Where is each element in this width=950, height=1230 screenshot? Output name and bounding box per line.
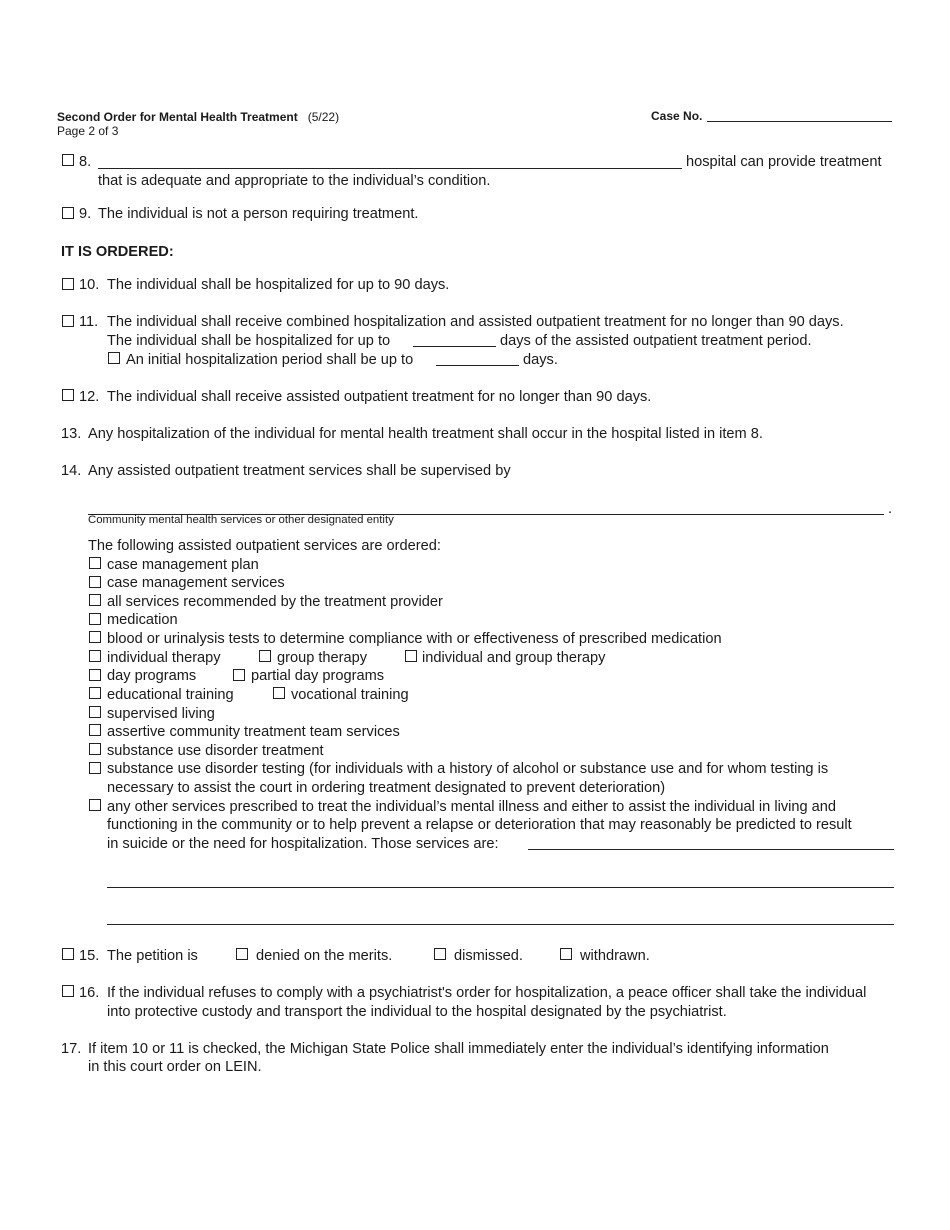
service-sud-treatment-checkbox[interactable] — [89, 743, 101, 755]
service-group-therapy-checkbox[interactable] — [259, 650, 271, 662]
item17-line2: in this court order on LEIN. — [88, 1059, 262, 1075]
item11-number: 11. — [79, 314, 99, 330]
service-medication-checkbox[interactable] — [89, 613, 101, 625]
item8-text-suffix: hospital can provide treatment — [686, 154, 882, 170]
item10-checkbox[interactable] — [62, 278, 74, 290]
item13-number: 13. — [61, 426, 82, 442]
service-other-line1: any other services prescribed to treat the individual’s mental illness and either to assist the individual in living and — [107, 799, 837, 815]
service-medication: medication — [107, 612, 178, 628]
item8-hospital-field[interactable] — [98, 168, 682, 169]
service-case-management-plan-checkbox[interactable] — [89, 557, 101, 569]
service-individual-group-therapy-checkbox[interactable] — [405, 650, 417, 662]
item14-period: . — [888, 501, 893, 517]
item16-line2: into protective custody and transport the individual to the hospital designated by the psychiatrist. — [107, 1004, 727, 1020]
item11-initial-checkbox[interactable] — [108, 352, 120, 364]
service-sud-testing-checkbox[interactable] — [89, 762, 101, 774]
services-intro: The following assisted outpatient services are ordered: — [88, 538, 441, 554]
service-blood-urinalysis-checkbox[interactable] — [89, 631, 101, 643]
item11-line3-b: days. — [523, 352, 558, 368]
service-partial-day-programs: partial day programs — [251, 668, 385, 684]
service-vocational-training: vocational training — [291, 687, 409, 703]
service-supervised-living-checkbox[interactable] — [89, 706, 101, 718]
item11-days-field[interactable] — [413, 346, 496, 347]
service-day-programs-checkbox[interactable] — [89, 669, 101, 681]
service-vocational-training-checkbox[interactable] — [273, 687, 285, 699]
item15-dismissed: dismissed. — [454, 948, 523, 964]
item15-withdrawn: withdrawn. — [580, 948, 650, 964]
service-case-management-plan: case management plan — [107, 557, 259, 573]
item17-line1: If item 10 or 11 is checked, the Michigan State Police shall immediately enter the individual’s identifying information — [88, 1041, 829, 1057]
service-sud-testing-line2: necessary to assist the court in ordering treatment designated to prevent deterioration) — [107, 780, 666, 796]
service-other-field-2[interactable] — [107, 887, 894, 888]
item14-number: 14. — [61, 463, 82, 479]
service-day-programs: day programs — [107, 668, 197, 684]
service-other-line3: in suicide or the need for hospitalization. Those services are: — [107, 836, 499, 852]
item15-dismissed-checkbox[interactable] — [434, 948, 446, 960]
item16-number: 16. — [79, 985, 100, 1001]
item12-checkbox[interactable] — [62, 389, 74, 401]
service-other-line2: functioning in the community or to help prevent a relapse or deterioration that may reasonably be predicted to result — [107, 817, 852, 833]
item10-text: The individual shall be hospitalized for up to 90 days. — [107, 277, 450, 293]
item15-denied-checkbox[interactable] — [236, 948, 248, 960]
service-supervised-living: supervised living — [107, 706, 215, 722]
item8-text-line2: that is adequate and appropriate to the individual’s condition. — [98, 173, 491, 189]
item15-denied: denied on the merits. — [256, 948, 393, 964]
item15-text: The petition is — [107, 948, 198, 964]
service-educational-training: educational training — [107, 687, 234, 703]
item8-number: 8. — [79, 154, 92, 170]
item15-number: 15. — [79, 948, 100, 964]
item17-number: 17. — [61, 1041, 82, 1057]
service-case-management-services: case management services — [107, 575, 285, 591]
item9-text: The individual is not a person requiring treatment. — [98, 206, 419, 222]
item11-checkbox[interactable] — [62, 315, 74, 327]
service-all-recommended: all services recommended by the treatment provider — [107, 594, 443, 610]
item12-number: 12. — [79, 389, 100, 405]
service-sud-treatment: substance use disorder treatment — [107, 743, 324, 759]
case-no-label: Case No. — [651, 109, 703, 123]
service-blood-urinalysis: blood or urinalysis tests to determine compliance with or effectiveness of prescribed medication — [107, 631, 722, 647]
item8-checkbox[interactable] — [62, 154, 74, 166]
service-educational-training-checkbox[interactable] — [89, 687, 101, 699]
service-other-field-1[interactable] — [528, 849, 894, 850]
item9-checkbox[interactable] — [62, 207, 74, 219]
service-other-checkbox[interactable] — [89, 799, 101, 811]
service-individual-therapy: individual therapy — [107, 650, 221, 666]
service-partial-day-programs-checkbox[interactable] — [233, 669, 245, 681]
item16-checkbox[interactable] — [62, 985, 74, 997]
item9-number: 9. — [79, 206, 92, 222]
item14-field-caption: Community mental health services or other designated entity — [88, 514, 394, 526]
item14-text: Any assisted outpatient treatment services shall be supervised by — [88, 463, 511, 479]
page-number: Page 2 of 3 — [57, 124, 119, 138]
service-act-team-checkbox[interactable] — [89, 724, 101, 736]
item12-text: The individual shall receive assisted outpatient treatment for no longer than 90 days. — [107, 389, 652, 405]
service-act-team: assertive community treatment team services — [107, 724, 400, 740]
item11-line3-a: An initial hospitalization period shall be up to — [126, 352, 414, 368]
item11-line2-b: days of the assisted outpatient treatment period. — [500, 333, 812, 349]
service-individual-group-therapy: individual and group therapy — [422, 650, 606, 666]
item11-initial-days-field[interactable] — [436, 365, 519, 366]
service-case-management-services-checkbox[interactable] — [89, 576, 101, 588]
item16-line1: If the individual refuses to comply with a psychiatrist's order for hospitalization, a peace officer shall take the individual — [107, 985, 867, 1001]
ordered-heading: IT IS ORDERED: — [61, 244, 174, 260]
item15-withdrawn-checkbox[interactable] — [560, 948, 572, 960]
item11-line1: The individual shall receive combined hospitalization and assisted outpatient treatment for no longer than 90 days. — [107, 314, 844, 330]
service-individual-therapy-checkbox[interactable] — [89, 650, 101, 662]
item13-text: Any hospitalization of the individual for mental health treatment shall occur in the hospital listed in item 8. — [88, 426, 763, 442]
form-title — [57, 109, 339, 125]
form-revision: (5/22) — [307, 110, 340, 124]
service-all-recommended-checkbox[interactable] — [89, 594, 101, 606]
item15-checkbox[interactable] — [62, 948, 74, 960]
service-group-therapy: group therapy — [277, 650, 368, 666]
item11-line2-a: The individual shall be hospitalized for up to — [107, 333, 391, 349]
form-title-text: Second Order for Mental Health Treatment — [57, 110, 298, 124]
service-sud-testing-line1: substance use disorder testing (for individuals with a history of alcohol or substance use and for whom testing is — [107, 761, 829, 777]
service-other-field-3[interactable] — [107, 924, 894, 925]
case-no-field[interactable] — [707, 121, 892, 122]
item10-number: 10. — [79, 277, 100, 293]
